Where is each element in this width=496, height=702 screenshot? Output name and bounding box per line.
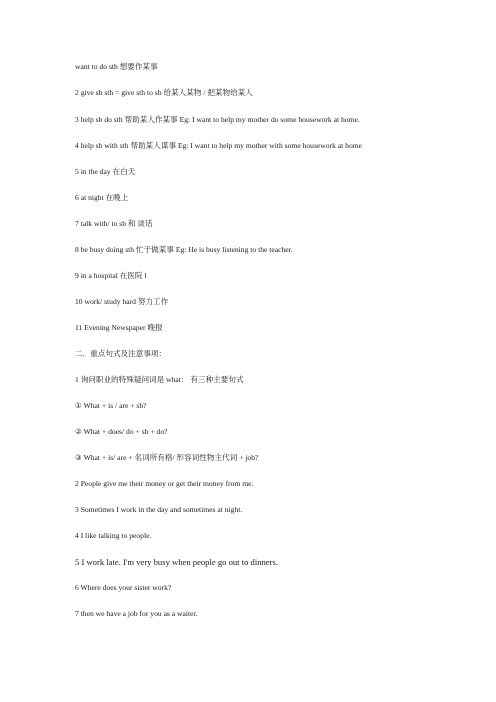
text-line-21: 6 Where does your sister work?: [75, 583, 172, 592]
text-line-15: ② What + does/ do + sb + do?: [75, 427, 168, 436]
text-line-9: 9 in a hospital 在医院 l: [75, 271, 147, 280]
text-line-1: want to do sth 想要作某事: [75, 62, 158, 71]
text-line-19: 4 I like talking to people.: [75, 531, 152, 540]
text-line-10: 10 work/ study hard 努力工作: [75, 297, 169, 306]
text-line-2: 2 give sb sth = give sth to sb 给某人某物 / 把某物给某人: [75, 88, 253, 97]
text-line-7: 7 talk with/ to sb 和 谈话: [75, 219, 153, 228]
text-line-18: 3 Sometimes I work in the day and sometimes at night.: [75, 505, 243, 514]
text-line-17: 2 People give me their money or get their money from me.: [75, 479, 254, 488]
text-line-6: 6 at night 在晚上: [75, 193, 129, 202]
text-line-3: 3 help sb do sth 帮助某人作某事 Eg: I want to help my mother do some housework at home.: [75, 115, 360, 124]
text-line-4: 4 help sb with sth 帮助某人谋事 Eg: I want to help my mother with some housework at home: [75, 141, 363, 150]
text-line-11: 11 Evening Newspaper 晚报: [75, 323, 163, 332]
text-line-5: 5 in the day 在白天: [75, 167, 136, 176]
text-line-13: 1 询问职业的特殊疑问词是 what： 有三种主要句式: [75, 375, 244, 384]
text-line-16: ③ What + is/ are + 名词所有格/ 形容词性物主代词 + job?: [75, 453, 259, 462]
text-line-22: 7 then we have a job for you as a waiter.: [75, 609, 198, 618]
text-line-20: 5 I work late. I'm very busy when people go out to dinners.: [75, 557, 278, 567]
text-line-8: 8 be busy doing sth 忙于做某事 Eg: He is busy listening to the teacher.: [75, 245, 293, 254]
text-line-14: ① What + is / are + sb?: [75, 401, 147, 410]
section-heading: 二．重点句式及注意事项：: [75, 349, 167, 358]
